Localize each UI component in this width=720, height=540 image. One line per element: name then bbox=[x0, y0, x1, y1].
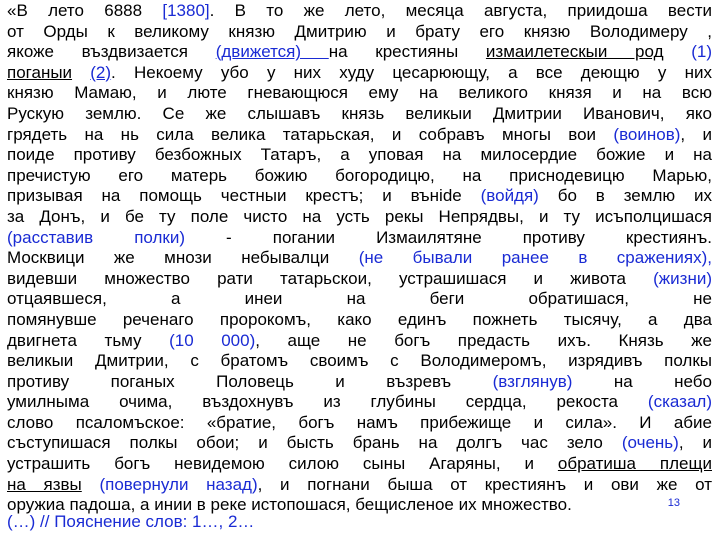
text-fragment: видевши множество рати татарьскои, устрашишася и живота bbox=[7, 268, 654, 288]
text-line bbox=[7, 269, 712, 290]
gloss-annotation: (10 000) bbox=[169, 330, 256, 350]
text-line bbox=[7, 22, 712, 43]
text-line bbox=[7, 207, 712, 228]
text-fragment: , и bbox=[678, 433, 712, 453]
text-fragment: от Орды к великому князю Дмитрию и брату его князю Володимеру , bbox=[7, 21, 712, 41]
text-line bbox=[7, 1, 712, 22]
text-fragment: , и погнани быша от крестиянъ и ови же от bbox=[257, 474, 712, 494]
gloss-annotation: (воинов) bbox=[613, 124, 681, 144]
text-line bbox=[7, 63, 712, 84]
text-line bbox=[7, 310, 712, 331]
text-fragment: на крестияны bbox=[328, 42, 486, 62]
text-fragment: «В лето 6888 bbox=[7, 1, 163, 20]
gloss-annotation: (взглянув) bbox=[492, 371, 573, 391]
text-fragment: бо в землю их bbox=[538, 186, 712, 206]
text-line bbox=[7, 289, 712, 310]
text-fragment bbox=[82, 475, 100, 494]
text-fragment: Москвици же мнози небывалци bbox=[7, 248, 359, 268]
text-fragment: измаилетескыи род bbox=[485, 42, 664, 62]
gloss-annotation: (не бывали ранее в сражениях), bbox=[358, 248, 712, 268]
text-fragment: умилныма очима, въздохнувъ из глубины сердца, рекоста bbox=[7, 392, 648, 412]
text-fragment: великыи Дмитрии, с братомъ своимъ с Володимеромъ, изрядивъ полкы bbox=[7, 351, 712, 371]
text-fragment bbox=[72, 63, 90, 82]
text-fragment: противу поганых Половець и възревъ bbox=[7, 371, 493, 391]
text-line bbox=[7, 413, 712, 434]
text-fragment: слово псаломъское: «братие, богъ намъ прибежище и сила». И абие bbox=[7, 412, 712, 432]
text-fragment: Рускую землю. Се же слышавъ князь великыи Дмитрии Иванович, яко bbox=[7, 103, 712, 123]
text-fragment: обратиша плещи bbox=[557, 454, 712, 474]
text-fragment: . Некоему убо у них худу цесарюющу, а все деющю у них bbox=[111, 62, 712, 82]
gloss-annotation: (войдя) bbox=[480, 186, 539, 206]
text-fragment bbox=[664, 42, 692, 61]
text-line bbox=[7, 83, 712, 104]
text-fragment: якоже въздвизается bbox=[7, 42, 216, 62]
text-fragment: помянувше реченаго пророкомъ, како единъ пожнеть тысячу, а два bbox=[7, 309, 712, 329]
gloss-annotation: (2) bbox=[90, 62, 112, 82]
text-fragment: устрашить богъ невидемою силою сыны Агаряны, и bbox=[7, 454, 558, 474]
text-line bbox=[7, 433, 712, 454]
text-line bbox=[7, 104, 712, 125]
text-line bbox=[7, 186, 712, 207]
text-fragment: двигнета тьму bbox=[7, 330, 170, 350]
gloss-annotation: (жизни) bbox=[653, 268, 712, 288]
footnote-legend: (…) // Пояснение слов: 1…, 2… bbox=[7, 512, 255, 531]
gloss-annotation: (сказал) bbox=[647, 392, 712, 412]
gloss-annotation: (очень) bbox=[621, 433, 679, 453]
text-fragment: пречистую его матерь божию богородицю, на приснодевицю Марью, bbox=[7, 165, 712, 185]
text-line bbox=[7, 351, 712, 372]
text-fragment: , и bbox=[680, 124, 712, 144]
text-fragment: на небо bbox=[572, 371, 712, 391]
text-line bbox=[7, 248, 712, 269]
text-fragment: поганыи bbox=[7, 62, 73, 82]
text-fragment: поиде противу безбожных Татаръ, а уповая на милосердие божие и на bbox=[7, 145, 712, 165]
text-fragment: . В то же лето, месяца августа, приидоша вести bbox=[209, 1, 713, 20]
text-line bbox=[7, 145, 712, 166]
text-line bbox=[7, 392, 712, 413]
text-fragment: , аще не богъ предасть ихъ. Князь же bbox=[255, 330, 712, 350]
gloss-annotation: (1) bbox=[691, 42, 712, 62]
text-line bbox=[7, 228, 712, 249]
text-fragment: отцаявшеся, а инеи на беги обратишася, не bbox=[7, 289, 712, 309]
gloss-annotation: (расставив полки) bbox=[7, 227, 186, 247]
text-fragment: призывая на помощь честныи крестъ; и вънide bbox=[7, 186, 481, 206]
text-fragment: - погании Измаилятяне противу крестиянъ. bbox=[185, 227, 713, 247]
text-line bbox=[7, 454, 712, 475]
text-line bbox=[7, 166, 712, 187]
chronicle-text bbox=[7, 1, 712, 516]
text-line bbox=[7, 42, 712, 63]
gloss-annotation: (повернули назад) bbox=[99, 474, 258, 494]
gloss-annotation: (движется) bbox=[215, 42, 329, 62]
text-fragment: оружиа падоша, а инии в реке истопошася, бещисленое их множество. bbox=[7, 495, 572, 515]
text-fragment: за Донъ, и бе ту поле чисто на усть рекы Непрядвы, и ту исъполцишася bbox=[7, 206, 712, 226]
text-line bbox=[7, 125, 712, 146]
text-line bbox=[7, 372, 712, 393]
text-fragment: съступишася полкы обои; и бысть брань на долгъ час зело bbox=[7, 433, 622, 453]
text-fragment: князю Мамаю, и люте гневающюся ему на великого князя и на всю bbox=[7, 83, 712, 103]
slide-number: 13 bbox=[667, 497, 680, 509]
text-line bbox=[7, 331, 712, 352]
text-line bbox=[7, 475, 712, 496]
gloss-annotation: [1380] bbox=[162, 1, 210, 20]
text-fragment: грядеть на нь сила велика татарьская, и собравъ многы вои bbox=[7, 124, 614, 144]
text-fragment: на язвы bbox=[7, 474, 82, 494]
